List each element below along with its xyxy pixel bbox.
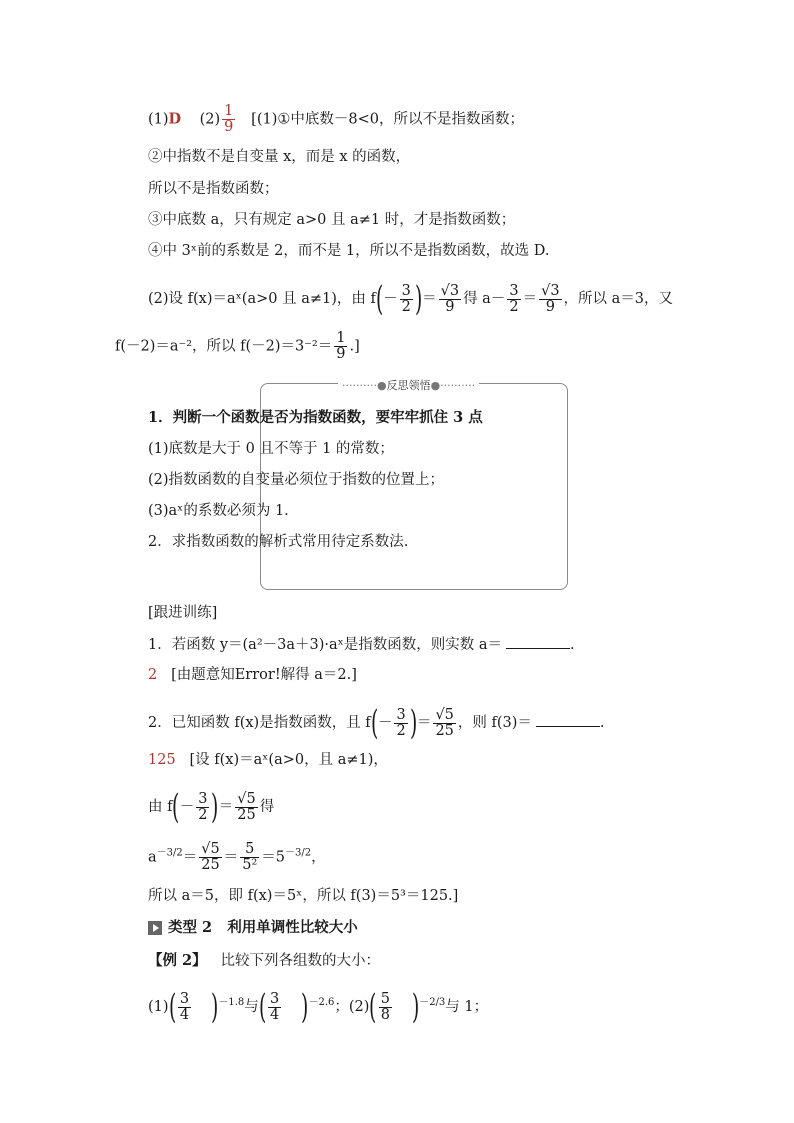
reflection-item-3: (3)aˣ的系数必须为 1. [148, 503, 289, 519]
reflection-title: ··········●反思领悟●·········· [338, 377, 479, 393]
training-answer-2-line-2: 由 f(－ $\frac{3}{2}$ )＝ $\frac{√5}{25}$ 得 [148, 787, 275, 827]
answer-line-6: (2)设 f(x)＝aˣ(a>0 且 a≠1)，由 f(－ $\frac{3}{2}$ )＝ $\frac{√3}{9}$ 得 a－ $\frac{3}{2}$ ＝ $\frac{√3}{9}$ ，所以 a＝3，又 [148, 279, 674, 319]
training-answer-2-line-3: $a^{-3/2}=$ $\frac{√5}{25}$ ＝ $\frac{5}{\text{5²}}$ $=5^{-3/2}$， [148, 841, 326, 873]
training-answer-1: 2 [由题意知Error!解得 a＝2.] [148, 667, 357, 683]
training-question-2: 2．已知函数 f(x)是指数函数，且 f(－ $\frac{3}{2}$ )＝ $\frac{√5}{25}$ ，则 f(3)＝ . [148, 703, 605, 743]
training-label: [跟进训练] [148, 605, 218, 621]
reflection-point-2: 2．求指数函数的解析式常用待定系数法. [148, 534, 409, 550]
training-answer-2-line-4: 所以 a＝5，即 f(x)＝5ˣ，所以 f(3)＝5³＝125.] [148, 888, 459, 904]
part-1-label: (1) [148, 111, 169, 128]
answer-1: D [168, 110, 182, 128]
example-2-expression: (1)( $\frac{3}{4}$ )$^{-1.8}$与( $\frac{3}{4}$ )$^{-2.6}$；(2)( $\frac{5}{8}$ )$^{-2/3}$与 1； [148, 987, 489, 1027]
answer-line-3: 所以不是指数函数； [148, 181, 279, 197]
answer-line-7: f(－2)＝a⁻²，所以 f(－2)＝3⁻²＝ $\frac{1}{9}$ .] [115, 330, 360, 362]
example-2-line: 【例 2】 比较下列各组数的大小： [148, 952, 380, 969]
answer-line-1 [148, 104, 524, 135]
part-2-label: (2) [199, 111, 221, 128]
answer-value-2: 125 [148, 752, 176, 768]
answer-value-1: 2 [148, 667, 158, 683]
training-question-1: 1．若函数 y＝(a²－3a＋3)·aˣ是指数函数，则实数 a＝ . [148, 634, 575, 655]
explanation-text: [(1)①中底数－8<0，所以不是指数函数； [251, 111, 524, 128]
example-tag: 【例 2】 [148, 952, 207, 969]
answer-blank-1 [506, 634, 570, 649]
answer-line-5: ④中 3ˣ前的系数是 2，而不是 1，所以不是指数函数，故选 D. [148, 243, 550, 259]
answer-blank-2 [536, 712, 600, 727]
reflection-heading: 1．判断一个函数是否为指数函数，要牢牢抓住 3 点 [148, 409, 483, 426]
type-2-heading: 类型 2 利用单调性比较大小 [148, 918, 358, 938]
training-answer-2: 125 [设 f(x)＝aˣ(a>0，且 a≠1)， [148, 752, 388, 768]
answer-2-fraction: $\frac{1}{9}$ [224, 103, 234, 135]
play-triangle-icon [148, 921, 162, 935]
reflection-item-2: (2)指数函数的自变量必须位于指数的位置上； [148, 472, 445, 488]
answer-line-2: ②中指数不是自变量 x，而是 x 的函数， [148, 149, 411, 165]
answer-line-4: ③中底数 a，只有规定 a>0 且 a≠1 时，才是指数函数； [148, 212, 516, 228]
reflection-item-1: (1)底数是大于 0 且不等于 1 的常数； [148, 441, 394, 457]
